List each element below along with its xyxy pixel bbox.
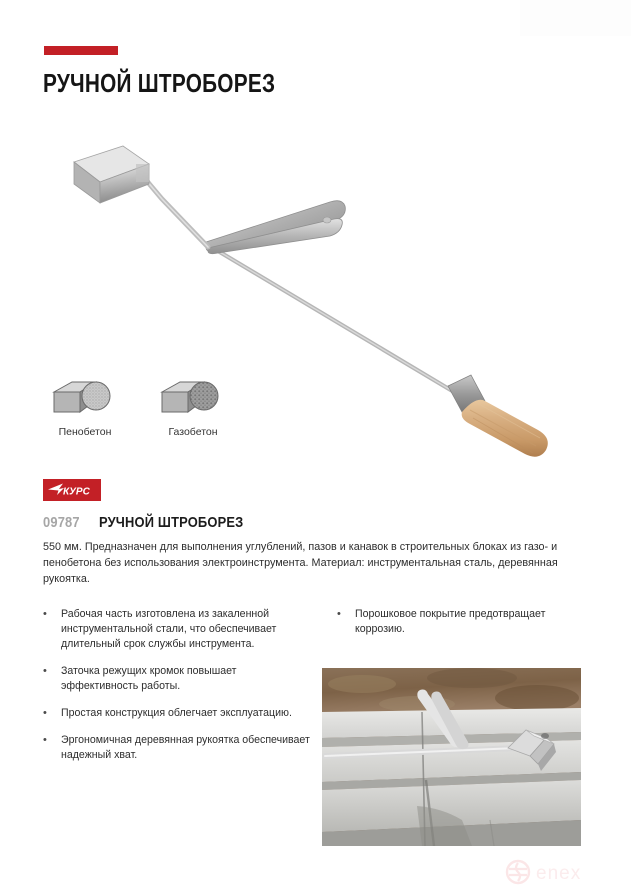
feature-item [337,607,587,637]
bullet-glyph: • [43,608,47,620]
aerated-concrete-block-icon [154,378,232,424]
feature-text: Порошковое покрытие предотвращает коррозию. [355,608,546,635]
brand-logo-kurs [43,479,101,501]
product-name: РУЧНОЙ ШТРОБОРЕЗ [98,514,244,531]
bullet-glyph: • [43,734,47,746]
material-item [154,378,232,438]
feature-item [43,733,315,763]
feature-text: Рабочая часть изготовлена из закаленной инструментальной стали, что обеспечивает длительный срок службы инструмента. [61,608,277,650]
title-accent-bar [44,46,118,55]
bullet-glyph: • [337,608,341,620]
product-sku: 09787 [43,514,80,531]
feature-text: Эргономичная деревянная рукоятка обеспечивает надежный хват. [61,734,310,761]
material-compatibility-list [46,378,232,438]
product-identifier-row [43,514,267,531]
feature-item [43,607,315,652]
foam-concrete-block-icon [46,378,124,424]
bullet-glyph: • [43,707,47,719]
feature-item [43,664,315,694]
feature-column-left [43,607,315,775]
material-label: Пенобетон [58,426,112,438]
material-item [46,378,124,438]
feature-text: Заточка режущих кромок повышает эффективность работы. [61,665,237,692]
enex-logo-icon [505,859,531,890]
application-photo [322,668,581,846]
enex-watermark-text: enex [536,863,582,884]
bullet-glyph: • [43,665,47,677]
svg-text:КУРС: КУРС [63,486,90,498]
material-label: Газобетон [168,426,218,438]
corner-decoration [520,0,631,36]
enex-watermark [505,860,625,888]
feature-text: Простая конструкция облегчает эксплуатацию. [61,707,292,719]
page-title: РУЧНОЙ ШТРОБОРЕЗ [43,68,276,98]
product-description: 550 мм. Предназначен для выполнения углублений, пазов и канавок в строительных блоках из газо- и пенобетона без использования электроинструмента. Материал: инструментальная сталь, деревянная рукоятка. [43,541,558,585]
feature-item [43,706,315,721]
